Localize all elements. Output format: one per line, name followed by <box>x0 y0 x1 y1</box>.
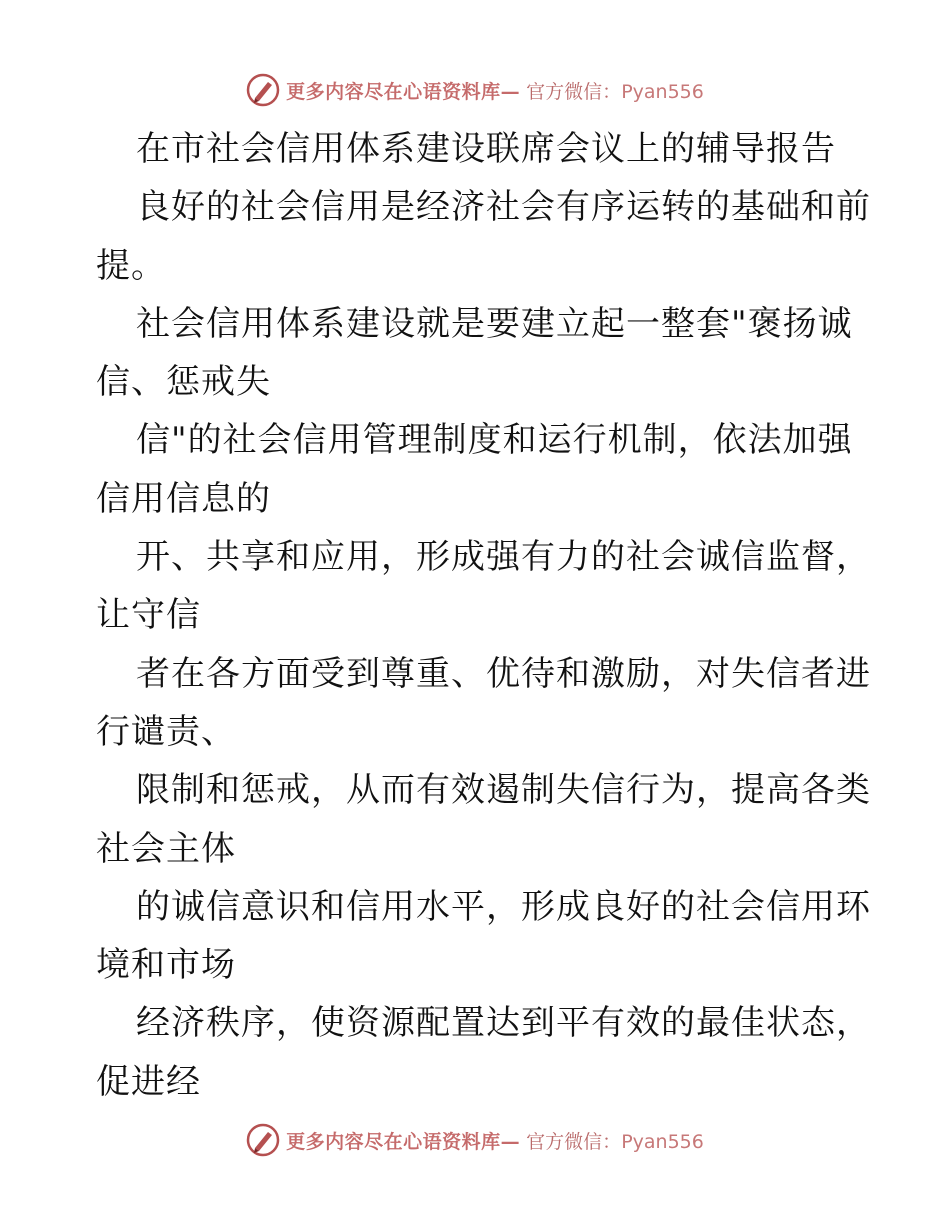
text-line: 良好的社会信用是经济社会有序运转的基础和前 <box>136 187 871 228</box>
text-line: 让守信 <box>96 595 201 636</box>
text-line: 经济秩序，使资源配置达到平有效的最佳状态， <box>136 1003 871 1044</box>
text-line: 在市社会信用体系建设联席会议上的辅导报告 <box>136 129 836 169</box>
banner-wechat <box>526 77 704 104</box>
text-line: 者在各方面受到尊重、优待和激励，对失信者进 <box>136 653 871 694</box>
wechat-label: 官方微信： <box>526 80 622 103</box>
banner-text: 更多内容尽在心语资料库— <box>286 80 521 103</box>
text-line: 信用信息的 <box>96 478 271 519</box>
text-line: 境和市场 <box>96 945 236 986</box>
text-line: 的诚信意识和信用水平，形成良好的社会信用环 <box>136 886 871 927</box>
text-line: 社会信用体系建设就是要建立起一整套"褒扬诚 <box>136 303 853 344</box>
text-line: 开、共享和应用，形成强有力的社会诚信监督， <box>136 537 871 578</box>
document-body <box>96 120 871 1111</box>
banner-text: 更多内容尽在心语资料库— <box>286 1130 521 1153</box>
text-line: 信、惩戒失 <box>96 362 271 403</box>
text-line: 限制和惩戒，从而有效遏制失信行为，提高各类 <box>136 770 871 811</box>
text-line: 促进经 <box>96 1061 201 1102</box>
header-watermark-banner <box>0 70 950 110</box>
pen-logo-icon <box>246 73 280 107</box>
text-line: 提。 <box>96 245 166 286</box>
footer-watermark-banner <box>0 1120 950 1160</box>
wechat-label: 官方微信： <box>526 1130 622 1153</box>
text-line: 行谴责、 <box>96 711 236 752</box>
wechat-id: Pyan556 <box>621 1130 704 1153</box>
text-line: 信"的社会信用管理制度和运行机制，依法加强 <box>136 420 853 461</box>
pen-logo-icon <box>246 1123 280 1157</box>
banner-wechat <box>526 1127 704 1154</box>
text-line: 社会主体 <box>96 828 236 869</box>
wechat-id: Pyan556 <box>621 80 704 103</box>
